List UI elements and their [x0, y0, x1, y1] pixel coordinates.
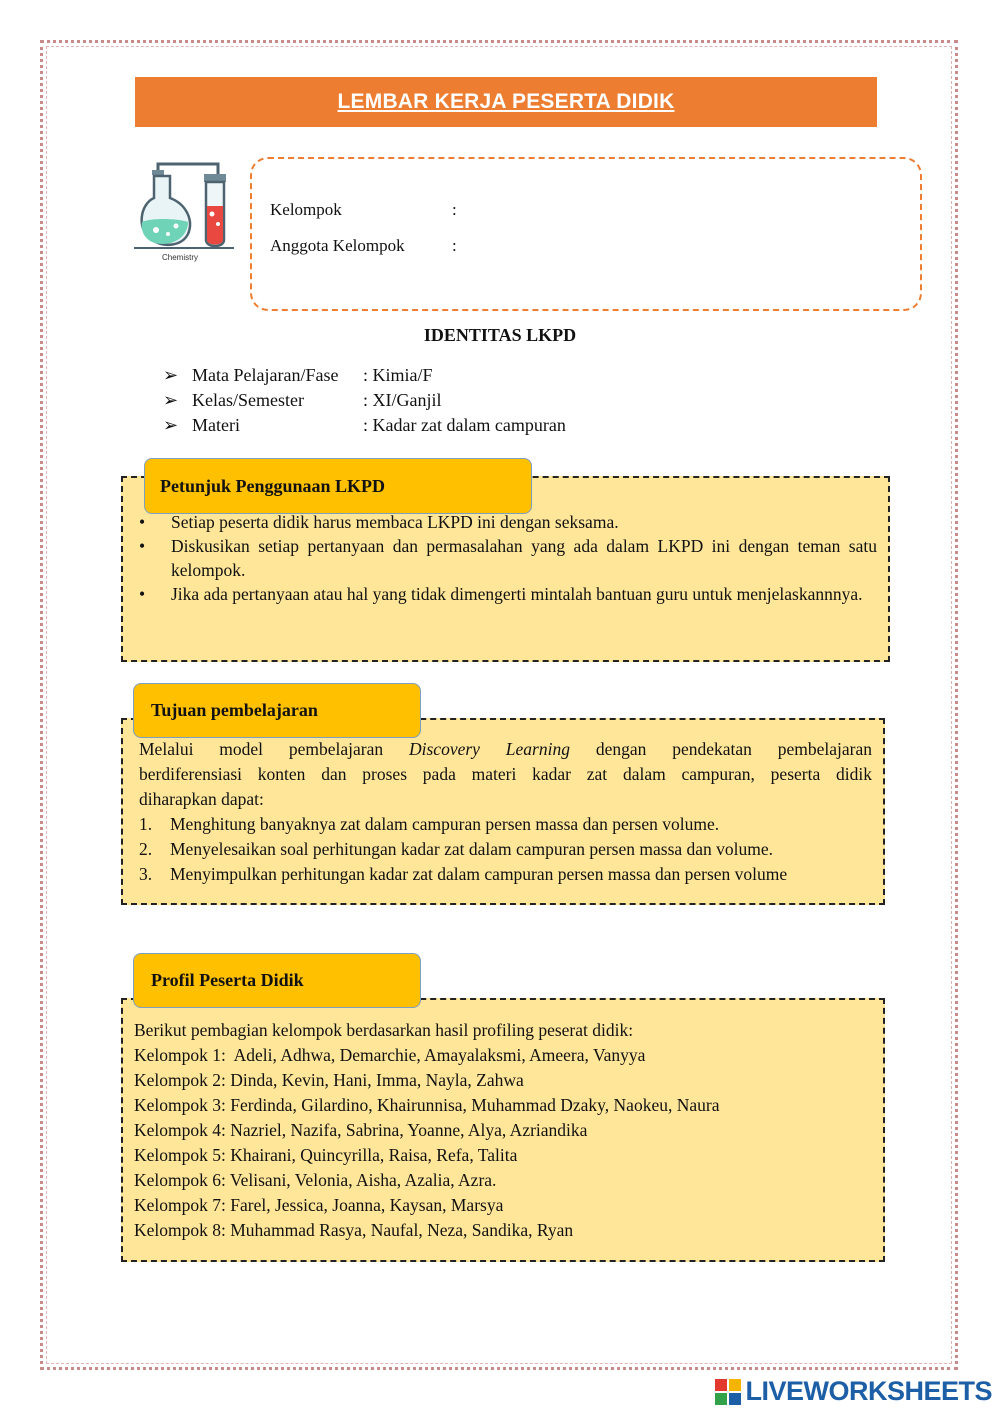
members-colon: :	[452, 236, 457, 255]
list-item	[137, 582, 877, 606]
instructions-heading: Petunjuk Penggunaan LKPD	[160, 475, 386, 496]
list-item	[137, 510, 877, 534]
instructions-list	[137, 510, 877, 606]
group-colon: :	[452, 200, 457, 219]
info-row	[163, 413, 566, 438]
intro-text: Melalui model pembelajaran	[139, 739, 384, 759]
group-row: Kelompok 2: Dinda, Kevin, Hani, Imma, Nayla, Zahwa	[134, 1070, 524, 1090]
group-row: Kelompok 3: Ferdinda, Gilardino, Khairunnisa, Muhammad Dzaky, Naokeu, Naura	[134, 1095, 720, 1115]
instruction-text: Setiap peserta didik harus membaca LKPD ini dengan seksama.	[171, 512, 619, 532]
info-value: : Kimia/F	[363, 365, 433, 385]
profile-heading-tab	[133, 953, 421, 1008]
info-label: Mata Pelajaran/Fase	[192, 365, 339, 385]
group-row: Kelompok 6: Velisani, Velonia, Aisha, Azalia, Azra.	[134, 1170, 497, 1190]
brand-name: LIVEWORKSHEETS	[745, 1376, 992, 1406]
logo-caption: Chemistry	[162, 253, 199, 262]
liveworksheets-icon	[715, 1379, 741, 1405]
info-row	[163, 388, 566, 413]
group-row: Kelompok 1: Adeli, Adhwa, Demarchie, Amayalaksmi, Ameera, Vanyya	[134, 1045, 646, 1065]
objectives-intro-line: berdiferensiasi konten dan proses pada materi kadar zat dalam campuran, peserta didik	[139, 764, 872, 784]
liveworksheets-logo[interactable]	[715, 1376, 992, 1407]
objective-text: Menyelesaikan soal perhitungan kadar zat dalam campuran persen massa dan volume.	[170, 839, 774, 859]
group-label: Kelompok	[270, 200, 342, 219]
group-row: Kelompok 7: Farel, Jessica, Joanna, Kaysan, Marsya	[134, 1195, 504, 1215]
instruction-text: Jika ada pertanyaan atau hal yang tidak dimengerti mintalah bantuan guru untuk menjelaskannnya.	[171, 584, 863, 604]
list-item	[139, 812, 872, 837]
item-number: 1.	[139, 814, 153, 834]
list-item	[137, 534, 877, 582]
item-number: 2.	[139, 839, 153, 859]
lkpd-identity-list	[163, 363, 566, 438]
info-row	[163, 363, 566, 388]
list-item	[139, 862, 872, 887]
intro-text: dengan pendekatan pembelajaran	[595, 739, 873, 759]
page-title: LEMBAR KERJA PESERTA DIDIK	[337, 90, 675, 113]
instructions-heading-tab	[144, 458, 532, 514]
instruction-text: Diskusikan setiap pertanyaan dan permasalahan yang ada dalam LKPD ini dengan teman satu kelompok.	[171, 536, 877, 580]
group-row: Kelompok 5: Khairani, Quincyrilla, Raisa, Refa, Talita	[134, 1145, 518, 1165]
objectives-intro-line: diharapkan dapat:	[139, 789, 264, 809]
arrow-bullet-icon: ➢	[163, 365, 179, 385]
arrow-bullet-icon: ➢	[163, 415, 179, 435]
objective-text: Menghitung banyaknya zat dalam campuran persen massa dan persen volume.	[170, 814, 720, 834]
objectives-intro-line	[139, 737, 872, 762]
arrow-bullet-icon: ➢	[163, 390, 179, 410]
list-item	[139, 837, 872, 862]
objectives-heading-tab	[133, 683, 421, 738]
objective-text: Menyimpulkan perhitungan kadar zat dalam campuran persen massa dan persen volume	[170, 864, 788, 884]
objectives-heading: Tujuan pembelajaran	[151, 700, 318, 720]
bullet-icon: •	[139, 584, 146, 604]
profile-content	[134, 1018, 874, 1243]
objectives-content	[139, 737, 872, 887]
item-number: 3.	[139, 864, 153, 884]
info-value: : Kadar zat dalam campuran	[363, 415, 566, 435]
lkpd-identity-heading: IDENTITAS LKPD	[423, 325, 577, 345]
profile-heading: Profil Peserta Didik	[151, 970, 304, 990]
info-label: Materi	[192, 415, 240, 435]
group-row: Kelompok 8: Muhammad Rasya, Naufal, Neza, Sandika, Ryan	[134, 1220, 574, 1240]
info-label: Kelas/Semester	[192, 390, 304, 410]
bullet-icon: •	[139, 536, 146, 556]
info-value: : XI/Ganjil	[363, 390, 442, 410]
profile-intro: Berikut pembagian kelompok berdasarkan hasil profiling peserat didik:	[134, 1020, 634, 1040]
bullet-icon: •	[139, 512, 146, 532]
discovery-learning-text: Discovery Learning	[409, 739, 570, 759]
group-identity-box	[250, 157, 922, 311]
group-row: Kelompok 4: Nazriel, Nazifa, Sabrina, Yoanne, Alya, Azriandika	[134, 1120, 588, 1140]
members-label: Anggota Kelompok	[270, 236, 405, 255]
title-banner	[135, 77, 877, 127]
